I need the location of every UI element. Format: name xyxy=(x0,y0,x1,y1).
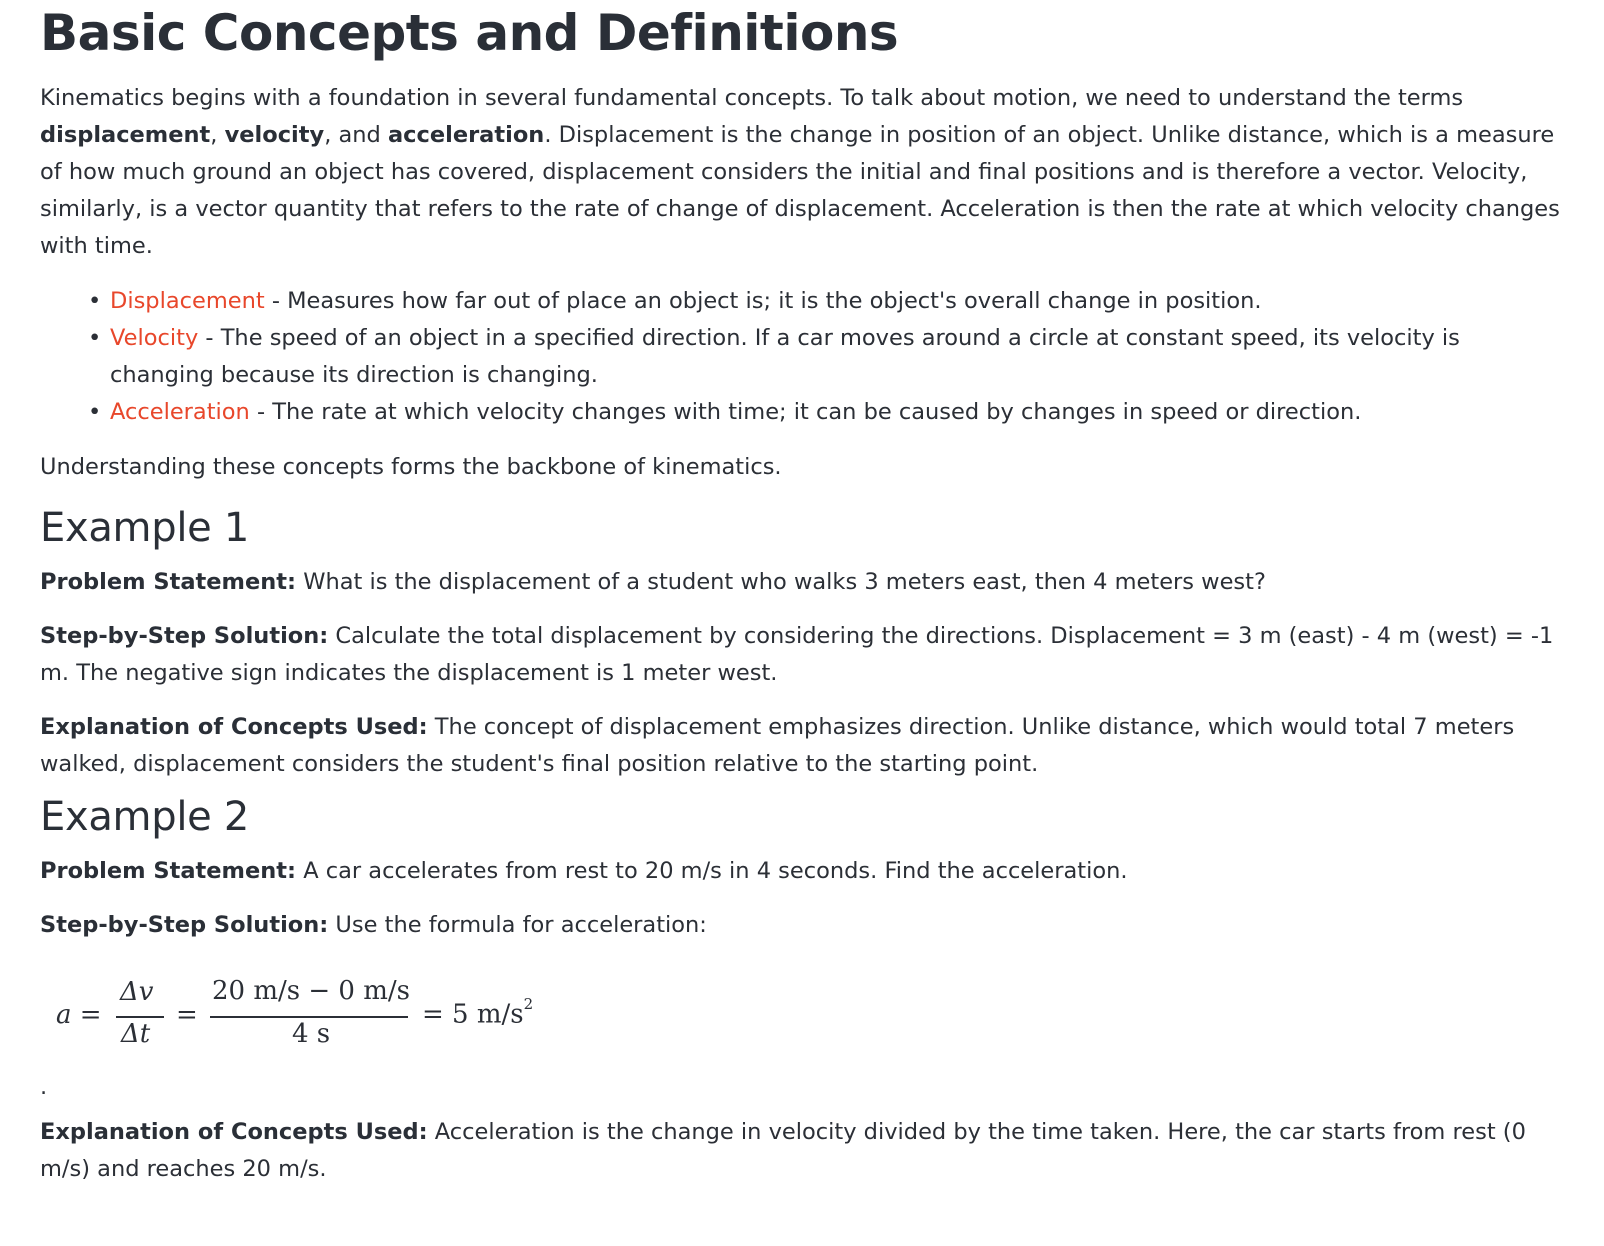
solution-text: Calculate the total displacement by considering the directions. Displacement = 3 m (east) - 4 m (west) = -1 m. The negative sign indicates the displacement is 1 meter west. xyxy=(40,623,1554,686)
acceleration-formula xyxy=(40,962,1564,1074)
trailing-period: . xyxy=(40,1074,48,1100)
term-velocity: Velocity xyxy=(110,325,199,351)
bullet-icon: • xyxy=(88,399,102,425)
result-exponent: 2 xyxy=(523,995,534,1013)
definitions-list xyxy=(40,283,1564,431)
example-1-explanation xyxy=(40,709,1564,783)
formula-numerator-values: 20 m/s − 0 m/s xyxy=(212,976,410,1006)
intro-text-1: Kinematics begins with a foundation in several fundamental concepts. To talk about motion, we need to understand the terms xyxy=(40,85,1464,111)
formula-result xyxy=(422,995,534,1030)
explanation-text: Acceleration is the change in velocity divided by the time taken. Here, the car starts from rest (0 m/s) and reaches 20 m/s. xyxy=(40,1119,1526,1182)
intro-comma-1: , xyxy=(210,122,225,148)
term-acceleration: Acceleration xyxy=(110,399,250,425)
bullet-icon: • xyxy=(88,288,102,314)
term-velocity-bold: velocity xyxy=(224,122,325,148)
formula-denominator-time: 4 s xyxy=(292,1019,331,1049)
formula-period-line xyxy=(40,1074,1564,1114)
example-2-heading: Example 2 xyxy=(40,794,249,840)
formula-denominator-delta-t: Δt xyxy=(121,1019,151,1049)
fraction-bar xyxy=(116,1016,164,1018)
summary-paragraph: Understanding these concepts forms the backbone of kinematics. xyxy=(40,454,782,480)
explanation-label: Explanation of Concepts Used: xyxy=(40,1119,428,1145)
fraction-bar xyxy=(210,1016,408,1018)
result-value: = 5 m/s xyxy=(422,999,524,1030)
bullet-icon: • xyxy=(88,325,102,351)
example-2-explanation xyxy=(40,1114,1564,1188)
solution-text: Use the formula for acceleration: xyxy=(328,912,707,938)
solution-label: Step-by-Step Solution: xyxy=(40,912,329,938)
problem-text: A car accelerates from rest to 20 m/s in 4 seconds. Find the acceleration. xyxy=(296,858,1128,884)
example-1-problem xyxy=(40,564,1564,601)
problem-text: What is the displacement of a student who walks 3 meters east, then 4 meters west? xyxy=(296,569,1266,595)
list-item xyxy=(88,394,1564,431)
term-displacement: Displacement xyxy=(110,288,265,314)
definition-text: - Measures how far out of place an object is; it is the object's overall change in position. xyxy=(264,288,1262,314)
problem-label: Problem Statement: xyxy=(40,569,297,595)
solution-label: Step-by-Step Solution: xyxy=(40,623,329,649)
list-item xyxy=(88,320,1564,394)
page-title: Basic Concepts and Definitions xyxy=(40,4,899,62)
explanation-text: The concept of displacement emphasizes direction. Unlike distance, which would total 7 meters walked, displacement considers the student's final position relative to the starting point. xyxy=(40,714,1515,777)
example-1-solution xyxy=(40,618,1564,692)
formula-numerator-delta-v: Δv xyxy=(120,977,154,1007)
formula-equals: = xyxy=(176,1000,198,1030)
term-acceleration-bold: acceleration xyxy=(387,122,545,148)
intro-text-2: . Displacement is the change in position of an object. Unlike distance, which is a measure of how much ground an object has covered, displacement considers the initial and final positions and is therefore a vector. Velocity, similarly, is a vector quantity that refers to the rate of change of displacement. Acceleration is then the rate at which velocity changes with time. xyxy=(40,122,1560,259)
intro-paragraph xyxy=(40,80,1564,265)
example-1-heading: Example 1 xyxy=(40,505,249,551)
definition-text: - The rate at which velocity changes with time; it can be caused by changes in speed or direction. xyxy=(249,399,1362,425)
formula-lhs: a = xyxy=(56,1000,102,1030)
explanation-label: Explanation of Concepts Used: xyxy=(40,714,428,740)
term-displacement-bold: displacement xyxy=(40,122,211,148)
problem-label: Problem Statement: xyxy=(40,858,297,884)
intro-and: , and xyxy=(324,122,388,148)
example-2-problem xyxy=(40,853,1564,890)
definition-text: - The speed of an object in a specified direction. If a car moves around a circle at constant speed, its velocity is changing because its direction is changing. xyxy=(110,325,1460,388)
list-item xyxy=(88,283,1564,320)
example-2-solution xyxy=(40,907,1564,944)
